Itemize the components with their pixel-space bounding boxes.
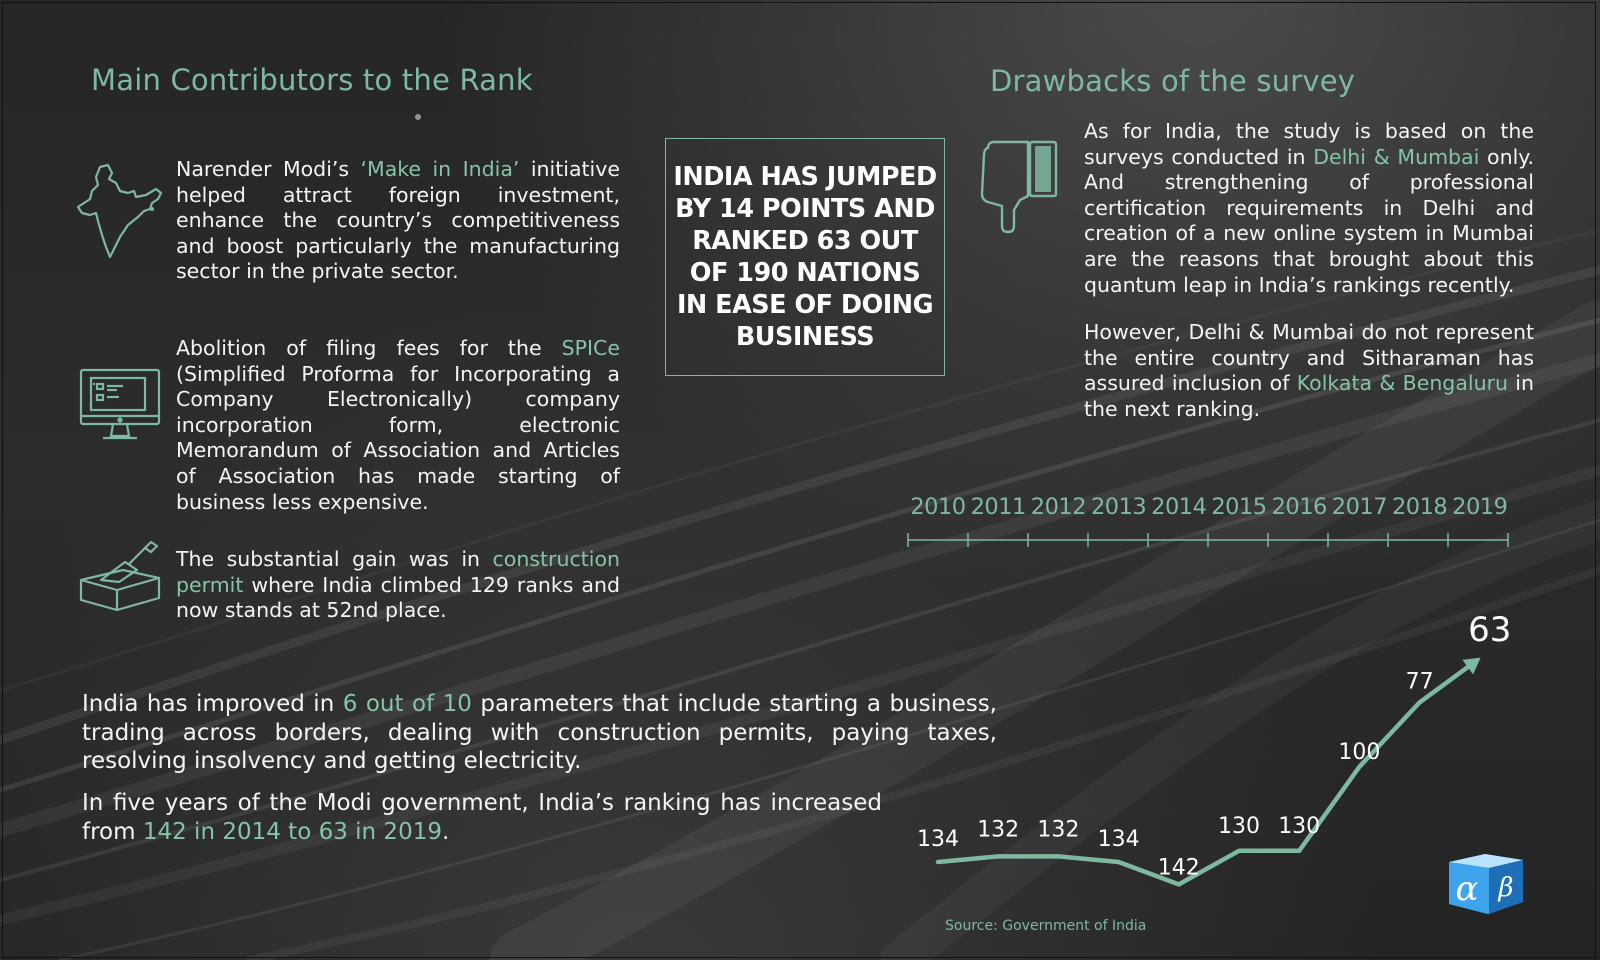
parameters-paragraph: India has improved in 6 out of 10 parameters that include starting a business, trading across borders, dealing with construction permits, paying taxes, resolving insolvency and getting electricity. — [82, 691, 997, 774]
alpha-beta-cube-logo — [1445, 850, 1527, 916]
rank-callout-text: INDIA HAS JUMPED BY 14 POINTS AND RANKED 63 OUT OF 190 NATIONS IN EASE OF DOING BUSINESS — [673, 162, 937, 352]
left-heading: Main Contributors to the Rank — [91, 63, 533, 97]
contributor-construction-permit: The substantial gain was in construction permit where India climbed 129 ranks and now stands at 52nd place. — [176, 547, 620, 623]
delhi-mumbai-highlight: Delhi & Mumbai — [1313, 144, 1480, 169]
ranking-improvement-paragraph: In five years of the Modi government, India’s ranking has increased from 142 in 2014 to 63 in 2019. — [82, 790, 882, 845]
contributor-make-in-india: Narender Modi’s ‘Make in India’ initiative helped attract foreign investment, enhance the country’s competitiveness and boost particularly the manufacturing sector in the private sector. — [176, 157, 620, 284]
contributor-spice: Abolition of filing fees for the SPICe (Simplified Proforma for Incorporating a Company Electronically) company incorporation form, electronic Memorandum of Association and Articles of Association has made starting of business less expensive. — [176, 336, 620, 514]
drawback-paragraph-1: As for India, the study is based on the surveys conducted in Delhi & Mumbai only. And strengthening of professional certification requirements in Delhi and creation of a new online system in Mumbai are the reasons that brought about this quantum leap in India’s rankings recently. — [1084, 119, 1534, 297]
year-label-2013: 2013 — [1090, 494, 1147, 520]
year-label-2018: 2018 — [1391, 494, 1448, 520]
data-label-2017: 100 — [1338, 739, 1381, 765]
logo-beta: β — [1498, 873, 1514, 903]
data-label-2018: 77 — [1405, 669, 1434, 695]
data-label-2014: 142 — [1157, 855, 1200, 881]
data-label-2012: 132 — [1037, 817, 1080, 843]
source-note: Source: Government of India — [945, 918, 1147, 934]
year-label-2016: 2016 — [1271, 494, 1327, 520]
construction-permit-highlight: construction permit — [176, 547, 620, 597]
year-label-2017: 2017 — [1331, 494, 1388, 520]
data-label-2011: 132 — [977, 817, 1020, 843]
make-in-india-highlight: ‘Make in India’ — [360, 157, 520, 181]
year-label-2014: 2014 — [1151, 494, 1207, 520]
data-label-2016: 130 — [1278, 813, 1321, 839]
construction-trowel-brick-icon — [79, 540, 163, 618]
right-heading: Drawbacks of the survey — [990, 64, 1356, 98]
data-label-2013: 134 — [1097, 827, 1140, 852]
year-label-2011: 2011 — [970, 494, 1026, 520]
kolkata-bengaluru-highlight: Kolkata & Bengaluru — [1296, 371, 1508, 396]
ranking-range-highlight: 142 in 2014 to 63 in 2019 — [142, 818, 442, 845]
ranking-arrow-head — [1462, 658, 1480, 675]
year-label-2012: 2012 — [1030, 494, 1087, 520]
spice-highlight: SPICe — [561, 336, 620, 360]
six-out-of-ten-highlight: 6 out of 10 — [342, 691, 472, 717]
ranking-line — [938, 661, 1476, 884]
data-label-2019: 63 — [1468, 610, 1512, 651]
year-label-2010: 2010 — [910, 494, 966, 520]
drawback-paragraph-2: However, Delhi & Mumbai do not represent the entire country and Sitharaman has assured inclusion of Kolkata & Bengaluru in the next ranking. — [1084, 320, 1534, 421]
data-label-2015: 130 — [1218, 813, 1260, 839]
thumbs-down-icon — [980, 140, 1060, 236]
logo-alpha: α — [1455, 869, 1479, 909]
rank-callout-box — [665, 138, 945, 376]
data-label-2010: 134 — [917, 827, 959, 852]
computer-monitor-icon — [79, 368, 161, 446]
year-label-2015: 2015 — [1211, 494, 1267, 520]
india-map-icon — [76, 163, 166, 258]
year-label-2019: 2019 — [1452, 494, 1508, 520]
